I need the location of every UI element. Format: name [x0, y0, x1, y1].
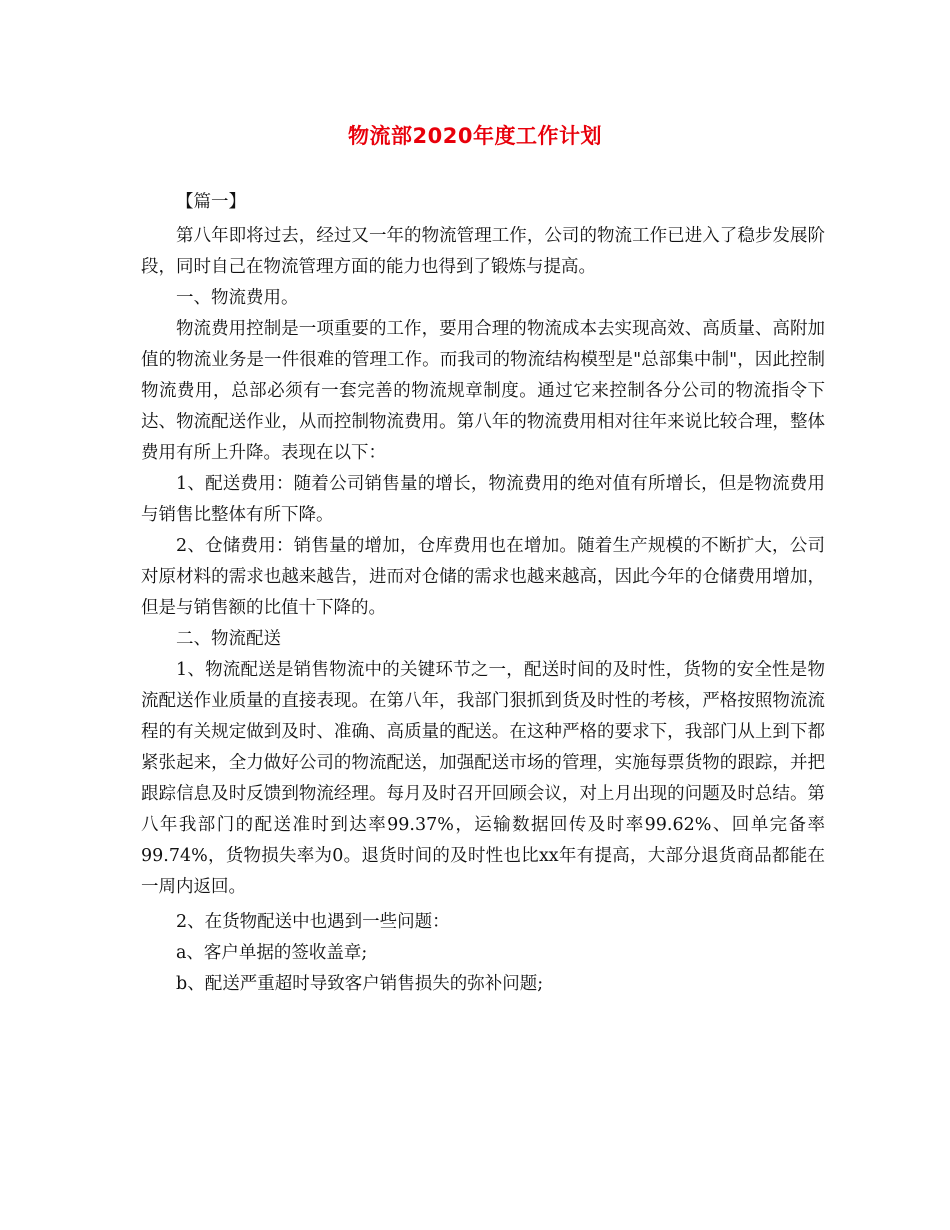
- paragraph-cost-control: 物流费用控制是一项重要的工作，要用合理的物流成本去实现高效、高质量、高附加值的物流业务是一件很难的管理工作。而我司的物流结构模型是"总部集中制"，因此控制物流费用，总部必须有一套完善的物流规章制度。通过它来控制各分公司的物流指令下达、物流配送作业，从而控制物流费用。第八年的物流费用相对往年来说比较合理，整体费用有所上升降。表现在以下：: [141, 319, 825, 463]
- paragraph-delivery-performance: 1、物流配送是销售物流中的关键环节之一，配送时间的及时性，货物的安全性是物流配送作业质量的直接表现。在第八年，我部门狠抓到货及时性的考核，严格按照物流流程的有关规定做到及时、准确、高质量的配送。在这种严格的要求下，我部门从上到下都紧张起来，全力做好公司的物流配送，加强配送市场的管理，实施每票货物的跟踪，并把跟踪信息及时反馈到物流经理。每月及时召开回顾会议，对上月出现的问题及时总结。第八年我部门的配送准时到达率99.37%，运输数据回传及时率99.62%、回单完备率99.74%，货物损失率为0。退货时间的及时性也比xx年有提高，大部分退货商品都能在一周内返回。: [141, 660, 825, 897]
- paragraph-delivery-cost: 1、配送费用：随着公司销售量的增长，物流费用的绝对值有所增长，但是物流费用与销售比整体有所下降。: [141, 474, 825, 525]
- list-item-a: a、客户单据的签收盖章;: [176, 943, 368, 963]
- paragraph-delivery-issues: 2、在货物配送中也遇到一些问题：: [176, 912, 450, 932]
- paragraph-storage-cost: 2、仓储费用：销售量的增加，仓库费用也在增加。随着生产规模的不断扩大，公司对原材料的需求也越来越告，进而对仓储的需求也越来越高，因此今年的仓储费用增加，但是与销售额的比值十下降的。: [141, 536, 825, 618]
- list-item-b: b、配送严重超时导致客户销售损失的弥补问题;: [176, 974, 544, 994]
- document-title: 物流部2020年度工作计划: [348, 124, 602, 148]
- heading-logistics-delivery: 二、物流配送: [176, 629, 281, 649]
- document-body: [141, 187, 825, 1000]
- heading-logistics-cost: 一、物流费用。: [176, 288, 299, 308]
- section-tag: 【篇一】: [176, 192, 246, 212]
- paragraph-intro: 第八年即将过去，经过又一年的物流管理工作，公司的物流工作已进入了稳步发展阶段，同时自己在物流管理方面的能力也得到了锻炼与提高。: [141, 226, 825, 277]
